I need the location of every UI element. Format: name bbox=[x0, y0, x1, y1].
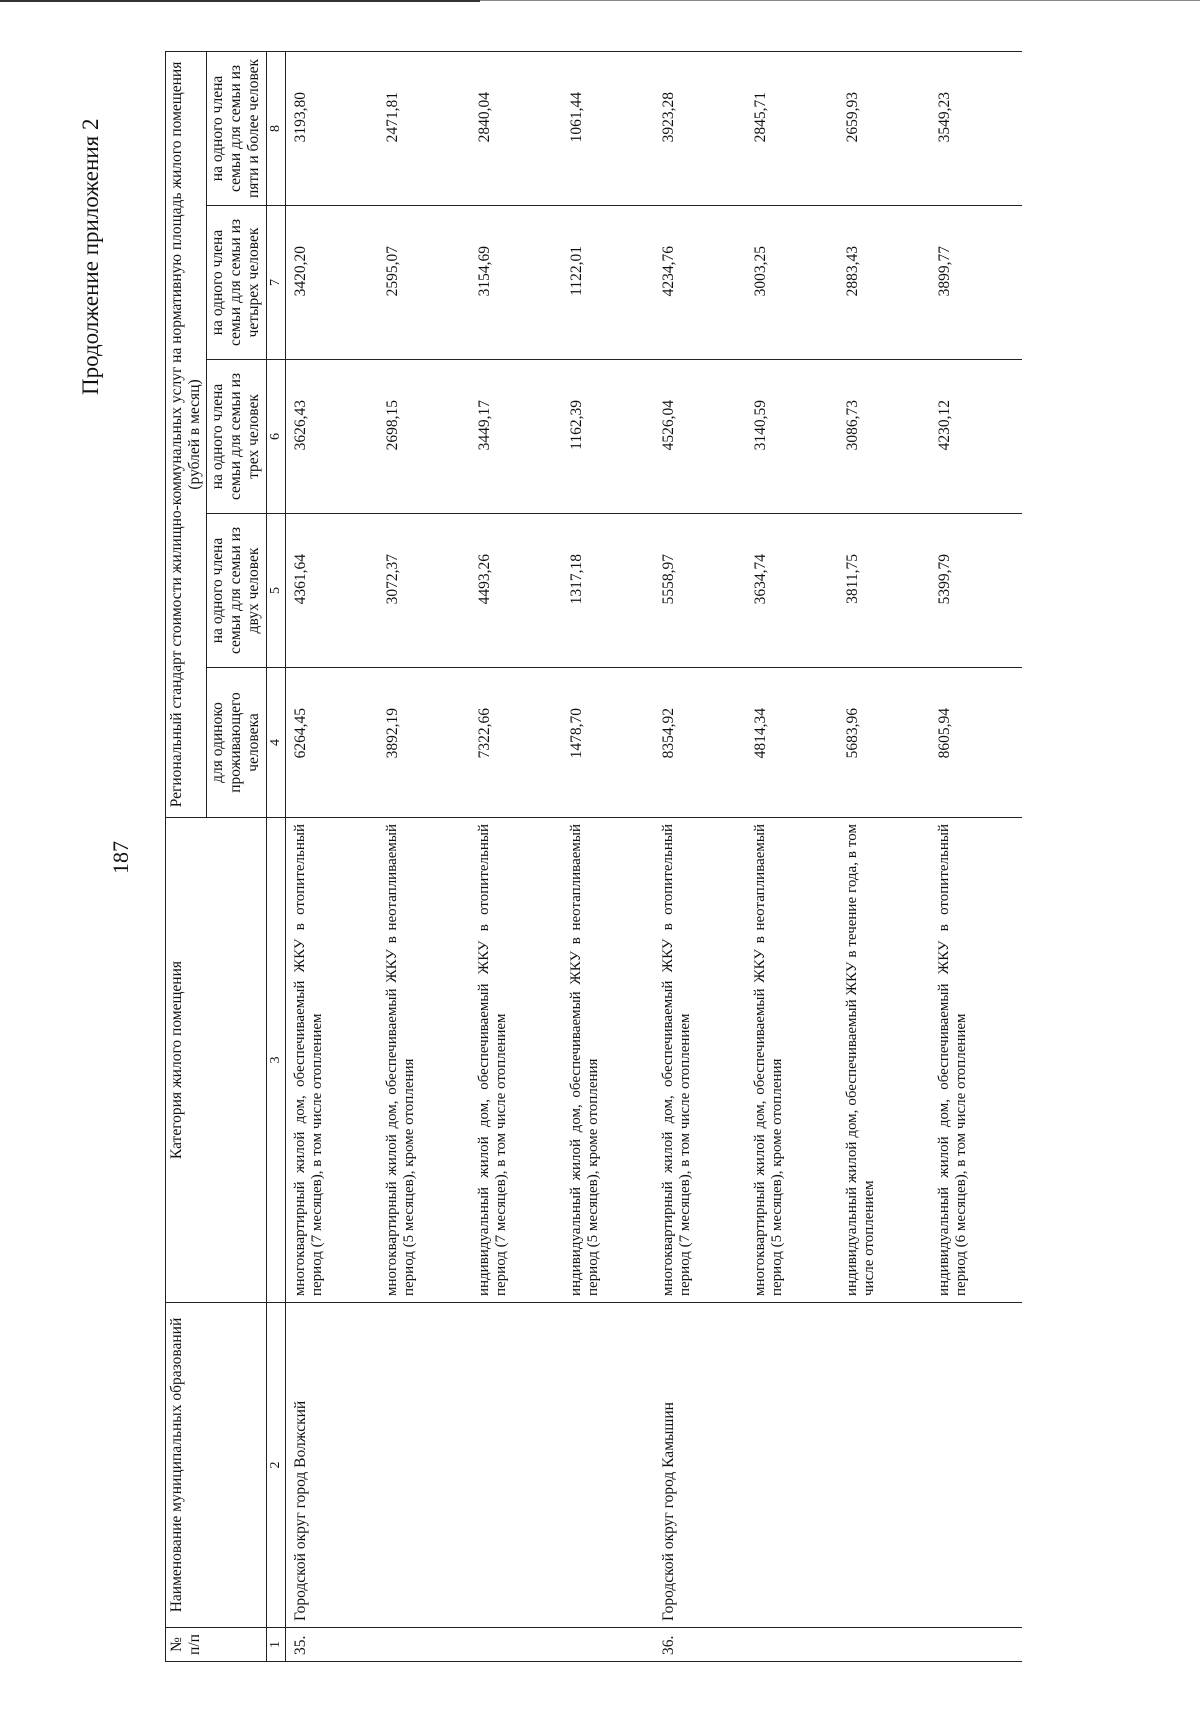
table-row bbox=[930, 51, 1022, 1661]
value-single: 8354,92 bbox=[654, 668, 746, 818]
value-single: 6264,45 bbox=[286, 668, 379, 818]
value-three: 3140,59 bbox=[746, 360, 838, 514]
value-two: 3811,75 bbox=[838, 514, 930, 668]
value-four: 2883,43 bbox=[838, 206, 930, 360]
column-number: 4 bbox=[267, 668, 286, 818]
housing-category: многоквартирный жилой дом, обеспечиваемый ЖКУ в неотапливаемый период (5 месяцев), кроме отопления bbox=[378, 818, 470, 1303]
municipality-name bbox=[470, 1303, 562, 1628]
value-single: 5683,96 bbox=[838, 668, 930, 818]
municipality-name bbox=[838, 1303, 930, 1628]
municipality-name bbox=[562, 1303, 654, 1628]
row-number: 36. bbox=[654, 1628, 746, 1662]
value-four: 3154,69 bbox=[470, 206, 562, 360]
housing-category: индивидуальный жилой дом, обеспечиваемый ЖКУ в отопительный период (6 месяцев), в том числе отоплением bbox=[930, 818, 1022, 1303]
column-number: 2 bbox=[267, 1303, 286, 1628]
housing-category: индивидуальный жилой дом, обеспечиваемый ЖКУ в неотапливаемый период (5 месяцев), кроме отопления bbox=[562, 818, 654, 1303]
column-number: 7 bbox=[267, 206, 286, 360]
value-five: 2659,93 bbox=[838, 51, 930, 205]
value-three: 3449,17 bbox=[470, 360, 562, 514]
row-number bbox=[746, 1628, 838, 1662]
header-sub-two: на одного члена семьи для семьи из двух человек bbox=[207, 514, 267, 668]
value-two: 4361,64 bbox=[286, 514, 379, 668]
row-number bbox=[838, 1628, 930, 1662]
column-number: 1 bbox=[267, 1628, 286, 1662]
table-row bbox=[286, 51, 379, 1661]
table-row bbox=[378, 51, 470, 1661]
column-number: 3 bbox=[267, 818, 286, 1303]
housing-category: индивидуальный жилой дом, обеспечиваемый ЖКУ в отопительный период (7 месяцев), в том числе отоплением bbox=[470, 818, 562, 1303]
header-sub-three: на одного члена семьи для семьи из трех человек bbox=[207, 360, 267, 514]
value-two: 5399,79 bbox=[930, 514, 1022, 668]
value-three: 3626,43 bbox=[286, 360, 379, 514]
header-category: Категория жилого помещения bbox=[166, 818, 267, 1303]
housing-category: многоквартирный жилой дом, обеспечиваемый ЖКУ в отопительный период (7 месяцев), в том числе отоплением bbox=[286, 818, 379, 1303]
value-five: 3193,80 bbox=[286, 51, 379, 205]
value-two: 5558,97 bbox=[654, 514, 746, 668]
value-five: 2471,81 bbox=[378, 51, 470, 205]
value-three: 2698,15 bbox=[378, 360, 470, 514]
header-sub-single: для одиноко проживающего человека bbox=[207, 668, 267, 818]
row-number bbox=[930, 1628, 1022, 1662]
value-two: 4493,26 bbox=[470, 514, 562, 668]
value-five: 2840,04 bbox=[470, 51, 562, 205]
page-number: 187 bbox=[108, 841, 133, 874]
housing-category: индивидуальный жилой дом, обеспечиваемый ЖКУ в течение года, в том числе отоплением bbox=[838, 818, 930, 1303]
table-body bbox=[286, 51, 1023, 1661]
housing-category: многоквартирный жилой дом, обеспечиваемый ЖКУ в отопительный период (7 месяцев), в том числе отоплением bbox=[654, 818, 746, 1303]
value-single: 1478,70 bbox=[562, 668, 654, 818]
table-row bbox=[746, 51, 838, 1661]
housing-category: многоквартирный жилой дом, обеспечиваемый ЖКУ в неотапливаемый период (5 месяцев), кроме отопления bbox=[746, 818, 838, 1303]
header-regional-standard: Региональный стандарт стоимости жилищно-коммунальных услуг на нормативную площадь жилого помещения (рублей в месяц) bbox=[166, 51, 207, 817]
value-four: 2595,07 bbox=[378, 206, 470, 360]
value-single: 7322,66 bbox=[470, 668, 562, 818]
table-row bbox=[562, 51, 654, 1661]
value-three: 1162,39 bbox=[562, 360, 654, 514]
header-sub-five: на одного члена семьи для семьи из пяти и более человек bbox=[207, 51, 267, 205]
municipality-name bbox=[746, 1303, 838, 1628]
column-number: 6 bbox=[267, 360, 286, 514]
value-three: 3086,73 bbox=[838, 360, 930, 514]
value-two: 3072,37 bbox=[378, 514, 470, 668]
municipality-name: Городской округ город Волжский bbox=[286, 1303, 379, 1628]
value-five: 3549,23 bbox=[930, 51, 1022, 205]
column-number: 8 bbox=[267, 51, 286, 205]
municipality-name bbox=[378, 1303, 470, 1628]
value-single: 8605,94 bbox=[930, 668, 1022, 818]
value-two: 3634,74 bbox=[746, 514, 838, 668]
row-number bbox=[470, 1628, 562, 1662]
row-number bbox=[378, 1628, 470, 1662]
header-municipality: Наименование муниципальных образований bbox=[166, 1303, 267, 1628]
value-three: 4230,12 bbox=[930, 360, 1022, 514]
municipality-name: Городской округ город Камышин bbox=[654, 1303, 746, 1628]
table-row bbox=[654, 51, 746, 1661]
value-five: 2845,71 bbox=[746, 51, 838, 205]
value-four: 3899,77 bbox=[930, 206, 1022, 360]
table-row bbox=[470, 51, 562, 1661]
header-row-1 bbox=[166, 51, 207, 1661]
value-five: 1061,44 bbox=[562, 51, 654, 205]
row-number: 35. bbox=[286, 1628, 379, 1662]
column-number: 5 bbox=[267, 514, 286, 668]
value-three: 4526,04 bbox=[654, 360, 746, 514]
standards-table bbox=[165, 51, 1022, 1662]
value-single: 3892,19 bbox=[378, 668, 470, 818]
row-number bbox=[562, 1628, 654, 1662]
municipality-name bbox=[930, 1303, 1022, 1628]
header-sub-four: на одного члена семьи для семьи из четырех человек bbox=[207, 206, 267, 360]
value-four: 4234,76 bbox=[654, 206, 746, 360]
value-four: 3003,25 bbox=[746, 206, 838, 360]
table-row bbox=[838, 51, 930, 1661]
value-single: 4814,34 bbox=[746, 668, 838, 818]
header-column-numbers bbox=[267, 51, 286, 1661]
value-four: 3420,20 bbox=[286, 206, 379, 360]
continuation-label: Продолжение приложения 2 bbox=[78, 118, 103, 395]
header-no: № п/п bbox=[166, 1628, 267, 1662]
value-five: 3923,28 bbox=[654, 51, 746, 205]
value-four: 1122,01 bbox=[562, 206, 654, 360]
value-two: 1317,18 bbox=[562, 514, 654, 668]
